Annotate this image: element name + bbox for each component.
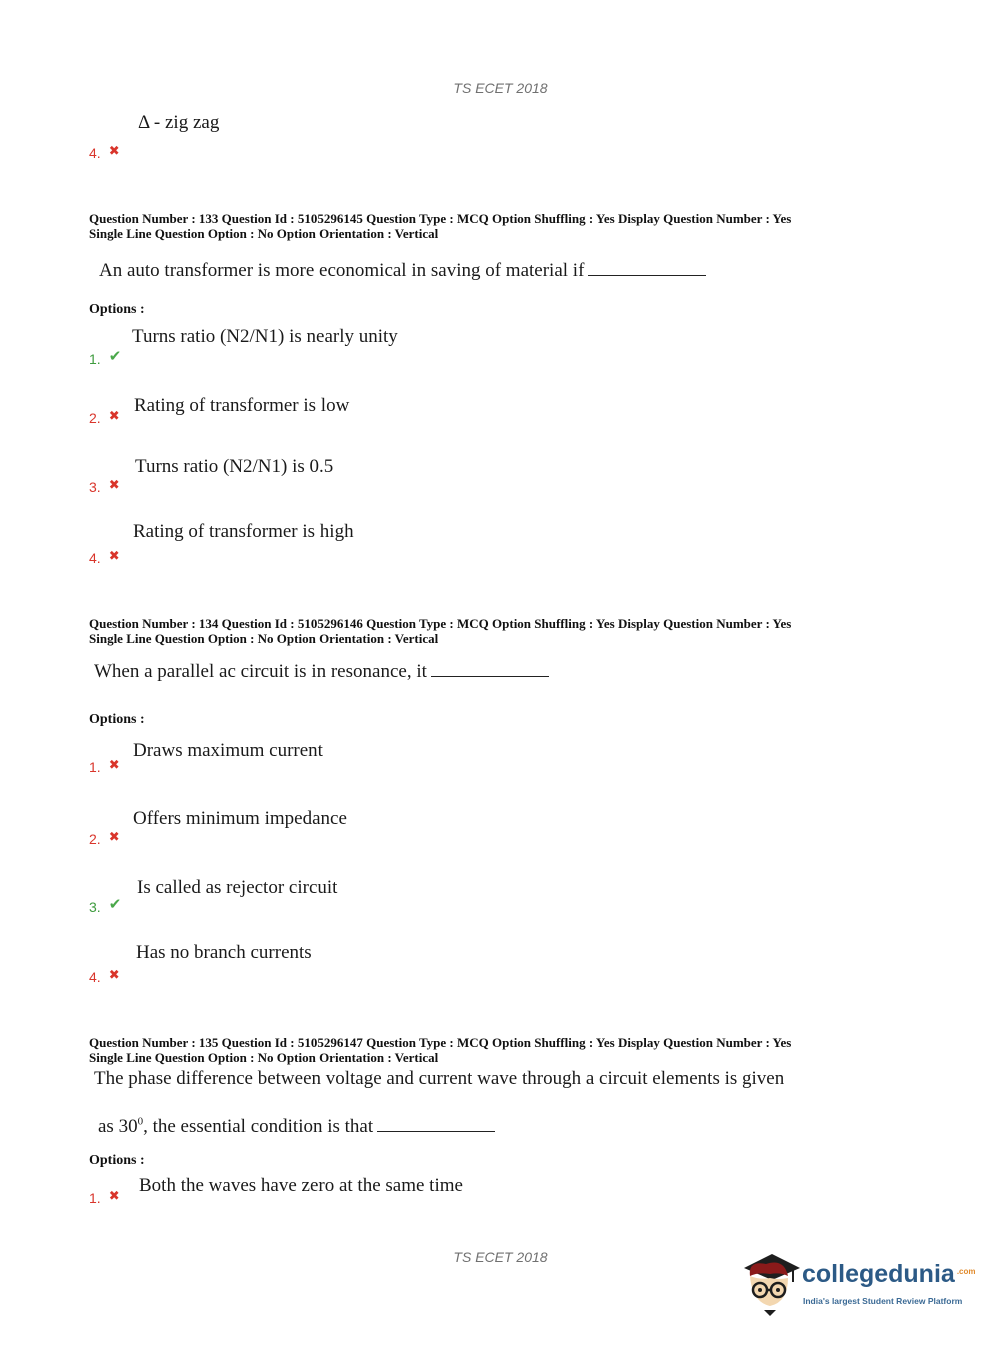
q133-option-1-number [89, 347, 121, 367]
q135-question-line-1: The phase difference between voltage and current wave through a circuit elements is given [94, 1068, 785, 1089]
degree-superscript: 0 [137, 1115, 144, 1128]
q134-question-text: When a parallel ac circuit is in resonance, it [94, 661, 427, 682]
check-icon: ✔ [108, 896, 122, 913]
q133-meta-line-2: Single Line Question Option : No Option Orientation : Vertical [89, 226, 439, 241]
option-number: 3. [89, 899, 101, 915]
answer-blank [377, 1113, 495, 1132]
q134-meta-line-2: Single Line Question Option : No Option Orientation : Vertical [89, 631, 439, 646]
q134-option-2-number [89, 829, 120, 847]
mascot-icon [740, 1250, 802, 1320]
option-number: 2. [89, 410, 101, 426]
option-number: 3. [89, 479, 101, 495]
q134-option-3-number [89, 895, 121, 915]
q135-meta-line-2: Single Line Question Option : No Option Orientation : Vertical [89, 1050, 439, 1065]
q133-option-2-text: Rating of transformer is low [134, 395, 350, 416]
q133-option-3-number [89, 477, 120, 495]
wrong-icon: ✖ [108, 967, 120, 982]
collegedunia-logo[interactable] [740, 1250, 976, 1320]
q134-option-1-number [89, 757, 120, 775]
logo-wordmark [802, 1260, 975, 1289]
q135-question-part-1: as 30 [98, 1116, 138, 1137]
option-number: 1. [89, 1190, 101, 1206]
q134-option-2-text: Offers minimum impedance [133, 808, 347, 829]
q133-question-text: An auto transformer is more economical in saving of material if [99, 260, 585, 281]
q134-option-4-text: Has no branch currents [136, 942, 312, 963]
logo-name: collegedunia [802, 1260, 955, 1288]
q135-meta-line-1: Question Number : 135 Question Id : 5105296147 Question Type : MCQ Option Shuffling : Yes Display Question Number : Yes [89, 1035, 792, 1050]
logo-tagline: India's largest Student Review Platform [803, 1296, 963, 1306]
page-header: TS ECET 2018 [453, 80, 548, 96]
q134-option-3-text: Is called as rejector circuit [137, 877, 338, 898]
page-footer: TS ECET 2018 [453, 1249, 548, 1265]
option-number: 4. [89, 969, 101, 985]
prev-option-text: Δ - zig zag [138, 112, 220, 133]
option-number: 4. [89, 550, 101, 566]
answer-blank [588, 257, 706, 276]
answer-blank [431, 658, 549, 677]
q133-option-4-number [89, 548, 120, 566]
q134-question [94, 658, 549, 683]
q134-meta-line-1: Question Number : 134 Question Id : 5105296146 Question Type : MCQ Option Shuffling : Yes Display Question Number : Yes [89, 616, 792, 631]
wrong-icon: ✖ [108, 477, 120, 492]
option-number: 2. [89, 831, 101, 847]
q134-options-label: Options : [89, 712, 145, 727]
q134-option-1-text: Draws maximum current [133, 740, 323, 761]
wrong-icon: ✖ [108, 548, 120, 563]
option-number: 4. [89, 145, 101, 161]
q133-option-1-text: Turns ratio (N2/N1) is nearly unity [132, 326, 398, 347]
q135-option-1-number [89, 1188, 120, 1206]
logo-suffix: .com [956, 1267, 976, 1276]
q133-meta-line-1: Question Number : 133 Question Id : 5105296145 Question Type : MCQ Option Shuffling : Yes Display Question Number : Yes [89, 211, 792, 226]
q135-options-label: Options : [89, 1153, 145, 1168]
prev-option-4 [89, 143, 120, 161]
q133-option-3-text: Turns ratio (N2/N1) is 0.5 [135, 456, 334, 477]
q135-option-1-text: Both the waves have zero at the same time [139, 1175, 463, 1196]
wrong-icon: ✖ [108, 143, 120, 158]
wrong-icon: ✖ [108, 1188, 120, 1203]
wrong-icon: ✖ [108, 829, 120, 844]
q134-option-4-number [89, 967, 120, 985]
q133-question [99, 257, 706, 282]
wrong-icon: ✖ [108, 408, 120, 423]
wrong-icon: ✖ [108, 757, 120, 772]
q135-question-part-2: , the essential condition is that [143, 1116, 374, 1137]
option-number: 1. [89, 759, 101, 775]
q133-option-4-text: Rating of transformer is high [133, 521, 354, 542]
q135-question-line-2 [98, 1113, 495, 1138]
q133-options-label: Options : [89, 302, 145, 317]
option-number: 1. [89, 351, 101, 367]
q133-option-2-number [89, 408, 120, 426]
check-icon: ✔ [108, 348, 122, 365]
